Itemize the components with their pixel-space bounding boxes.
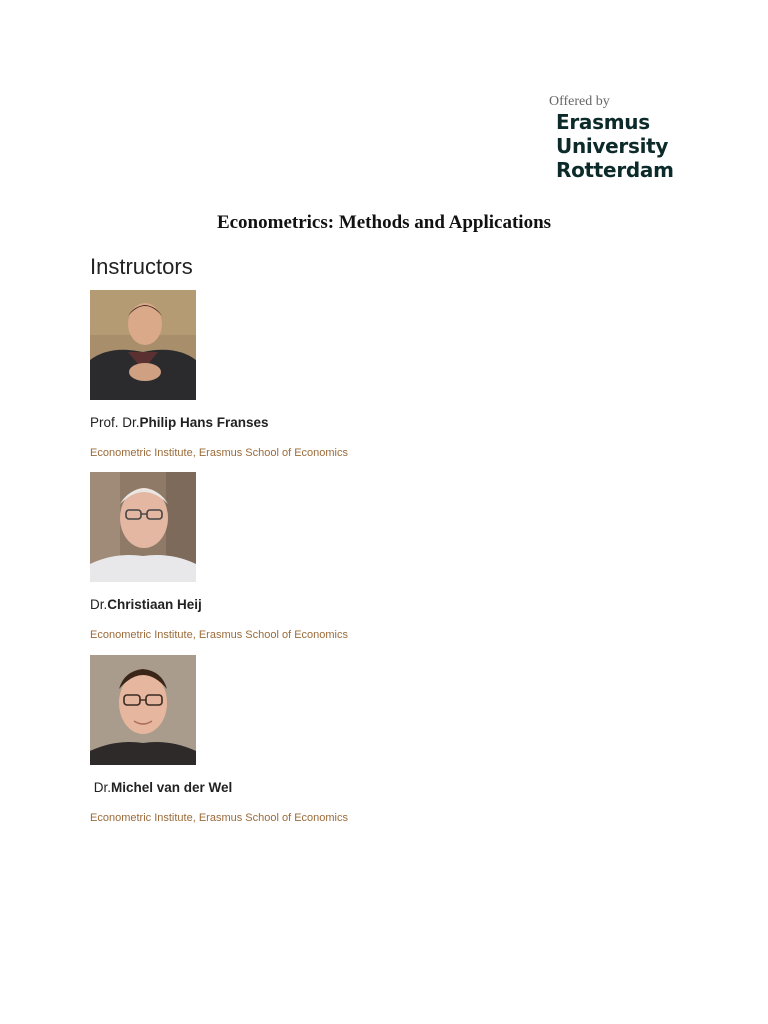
instructor-name-line (90, 779, 490, 797)
instructor-name: Philip Hans Franses (139, 415, 269, 430)
instructor-card (90, 290, 490, 460)
logo-line-1: Erasmus (556, 110, 650, 134)
offered-by-block (549, 94, 689, 182)
instructor-card (90, 655, 490, 825)
instructor-affiliation[interactable]: Econometric Institute, Erasmus School of Economics (90, 812, 348, 824)
course-title: Econometrics: Methods and Applications (216, 212, 552, 233)
instructor-photo (90, 655, 196, 765)
instructor-photo (90, 472, 196, 582)
instructor-name-line (90, 414, 490, 432)
instructor-name: Christiaan Heij (107, 597, 202, 612)
instructor-affiliation[interactable]: Econometric Institute, Erasmus School of Economics (90, 447, 348, 459)
logo-line-3: Rotterdam (556, 158, 674, 182)
instructor-affiliation[interactable]: Econometric Institute, Erasmus School of Economics (90, 629, 348, 641)
instructor-photo (90, 290, 196, 400)
instructor-title: Prof. Dr. (90, 415, 140, 430)
university-logo (556, 110, 678, 182)
instructor-name-line (90, 596, 490, 614)
offered-by-label: Offered by (549, 94, 610, 109)
instructor-title: Dr. (90, 780, 112, 795)
logo-line-2: University (556, 134, 669, 158)
instructor-title: Dr. (90, 597, 108, 612)
instructor-card (90, 472, 490, 642)
instructors-heading: Instructors (90, 254, 193, 279)
instructor-name: Michel van der Wel (111, 780, 233, 795)
